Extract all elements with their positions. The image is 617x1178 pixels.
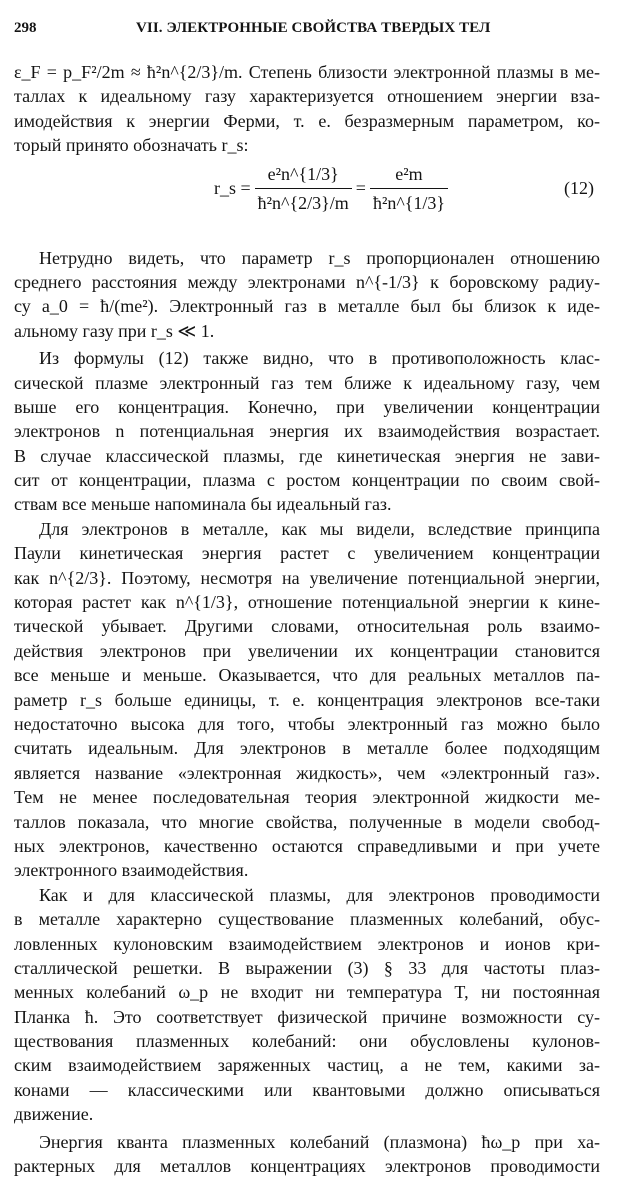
text-line: электронов n потенциальная энергия их взаимодействия возрастает. <box>14 421 600 442</box>
page-body <box>14 60 600 1178</box>
text-line: менных колебаний ω_p не входит ни температура T, ни постоянная <box>14 982 600 1003</box>
text-line: Для электронов в металле, как мы видели, вследствие принципа <box>39 518 600 539</box>
equation-number: (12) <box>564 177 594 198</box>
text-line: альному газу при r_s ≪ 1. <box>14 320 215 341</box>
fraction-1 <box>255 162 352 216</box>
text-line: сит от концентрации, плазма с ростом концентрации по своим свой- <box>14 470 600 491</box>
running-title: VII. ЭЛЕКТРОННЫЕ СВОЙСТВА ТВЕРДЫХ ТЕЛ <box>136 20 491 36</box>
text-line: В случае классической плазмы, где кинетическая энергия не зави- <box>14 445 600 466</box>
paragraph-rs-parameter <box>14 246 600 344</box>
text-line: раметр r_s больше единицы, т. е. концентрация электронов все-таки <box>14 689 600 710</box>
equation-lhs: r_s = <box>214 178 251 199</box>
text-line: является название «электронная жидкость», чем «электронный газ». <box>14 762 600 783</box>
text-line: выше его концентрация. Конечно, при увеличении концентрации <box>14 396 600 417</box>
text-line: тической убывает. Другими словами, относительная роль взаимо- <box>14 616 600 637</box>
text-line: Как и для классической плазмы, для электронов проводимости <box>39 884 600 905</box>
text-line: ных электронов, качественно остаются справедливыми и при учете <box>14 835 600 856</box>
text-line: действия электронов при увеличении их концентрации становится <box>14 640 600 661</box>
text-line: Паули кинетическая энергия растет с увеличением концентрации <box>14 543 600 564</box>
fraction-2-numerator: e²m <box>395 163 423 184</box>
text-line: рактерных для металлов концентрациях электронов проводимости <box>14 1156 600 1177</box>
paragraph-concentration <box>14 346 600 517</box>
display-equation-12 <box>14 158 600 246</box>
fraction-1-denominator: ħ²n^{2/3}/m <box>255 188 352 215</box>
text-line: су a_0 = ħ/(me²). Электронный газ в металле был бы близок к иде- <box>14 296 600 317</box>
text-line: ским взаимодействием заряженных частиц, а не тем, какими за- <box>14 1055 600 1076</box>
text-line: ществования плазменных колебаний: они обусловлены кулонов- <box>14 1031 600 1052</box>
paragraph-electron-liquid <box>14 517 600 883</box>
text-line: как n^{2/3}. Поэтому, несмотря на увеличение потенциальной энергии, <box>14 567 600 588</box>
text-line: которая растет как n^{1/3}, отношение потенциальной энергии к кине- <box>14 592 600 613</box>
text-line: таллов показала, что многие свойства, полученные в модели свобод- <box>14 811 600 832</box>
text-line: имодействия к энергии Ферми, т. е. безразмерным параметром, ко- <box>14 110 600 131</box>
text-line: торый принято обозначать r_s: <box>14 135 249 156</box>
text-line: сической плазме электронный газ тем ближе к идеальному газу, чем <box>14 372 600 393</box>
text-line: в металле характерно существование плазменных колебаний, обус- <box>14 909 600 930</box>
text-line: движение. <box>14 1104 94 1125</box>
text-line: электронного взаимодействия. <box>14 860 249 881</box>
text-line: Тем не менее последовательная теория электронной жидкости ме- <box>14 787 600 808</box>
fraction-2 <box>370 162 448 216</box>
fraction-1-numerator: e²n^{1/3} <box>267 163 339 184</box>
page-number: 298 <box>14 20 37 36</box>
running-header <box>14 20 603 42</box>
text-line: конами — классическими или квантовыми должно описываться <box>14 1079 600 1100</box>
text-line: среднего расстояния между электронами n^{-1/3} к боровскому радиу- <box>14 271 600 292</box>
text-line: Нетрудно видеть, что параметр r_s пропорционален отношению <box>39 247 600 268</box>
text-line: таллах к идеальному газу характеризуется отношением энергии вза- <box>14 86 600 107</box>
paragraph-plasmon-energy <box>14 1130 600 1178</box>
text-line: ловленных кулоновским взаимодействием электронов и ионов кри- <box>14 933 600 954</box>
text-line: Энергия кванта плазменных колебаний (плазмона) ħω_p при ха- <box>39 1131 600 1152</box>
text-line: недостаточно высока для того, чтобы электронный газ можно было <box>14 713 600 734</box>
text-line: Из формулы (12) также видно, что в противоположность клас- <box>39 348 600 369</box>
text-line: считать идеальным. Для электронов в металле более подходящим <box>14 738 600 759</box>
text-line: Планка ħ. Это соответствует физической причине возможности су- <box>14 1006 600 1027</box>
text-line: ε_F = p_F²/2m ≈ ħ²n^{2/3}/m. Степень близости электронной плазмы в ме- <box>14 62 600 82</box>
fraction-2-denominator: ħ²n^{1/3} <box>370 188 448 215</box>
text-line: ствам все меньше напоминала бы идеальный газ. <box>14 494 392 515</box>
equals-sign: = <box>355 178 366 199</box>
text-line: сталлической решетки. В выражении (3) § 33 для частоты плаз- <box>14 957 600 978</box>
text-line: все меньше и меньше. Оказывается, что для реальных металлов па- <box>14 665 600 686</box>
inline-formula-fermi-energy: ε_F = p_F²/2m ≈ ħ²n^{2/3}/m. <box>14 62 243 82</box>
paragraph-plasma-oscillations <box>14 883 600 1127</box>
